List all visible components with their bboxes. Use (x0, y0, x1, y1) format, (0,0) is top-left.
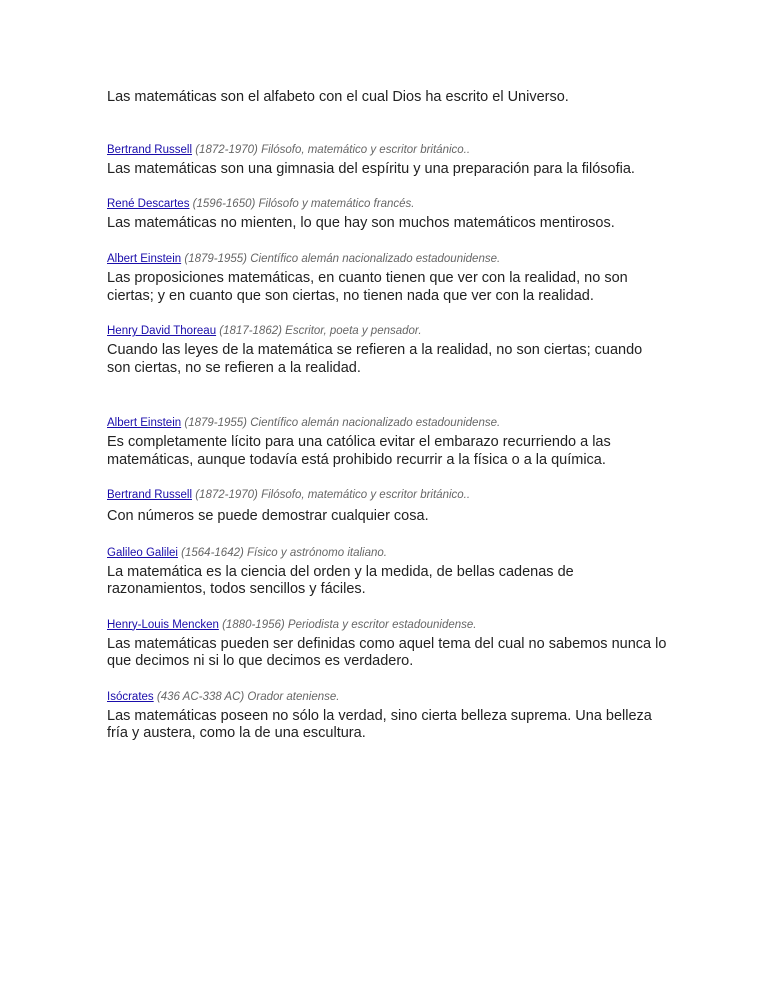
quote-text: Cuando las leyes de la matemática se refieren a la realidad, no son ciertas; cuando son ciertas, no se refieren a la realidad. (107, 342, 643, 376)
attribution (107, 546, 667, 560)
author-link[interactable]: Henry David Thoreau (107, 325, 217, 337)
author-link[interactable]: Henry-Louis Mencken (107, 618, 219, 631)
attribution (107, 416, 667, 430)
attribution (107, 488, 667, 502)
attribution (107, 690, 667, 704)
quote-entry (107, 416, 667, 469)
quote-text: Con números se puede demostrar cualquier cosa. (107, 508, 429, 524)
author-description: (1879-1955) Científico alemán nacionalizado estadounidense. (184, 417, 501, 429)
author-link[interactable]: Albert Einstein (107, 417, 182, 429)
author-description: (1879-1955) Científico alemán nacionalizado estadounidense. (184, 253, 501, 265)
quote-entry (107, 143, 667, 179)
author-link[interactable]: Bertrand Russell (107, 489, 193, 501)
attribution (107, 197, 667, 211)
author-link[interactable]: Isócrates (107, 690, 154, 703)
author-description: (1880-1956) Periodista y escritor estadounidense. (222, 618, 477, 631)
quote-entry (107, 618, 667, 671)
document-page (107, 88, 667, 743)
quote-text: Las matemáticas son una gimnasia del espíritu y una preparación para la filósofia. (107, 161, 635, 177)
quote-text: Las matemáticas pueden ser definidas como aquel tema del cual no sabemos nunca lo que decimos ni si lo que decimos es verdadero. (107, 635, 667, 669)
quote-text: Es completamente lícito para una católica evitar el embarazo recurriendo a las matemáticas, aunque todavía está prohibido recurrir a la física o a la química. (107, 434, 611, 468)
attribution (107, 324, 667, 338)
author-description: (436 AC-338 AC) Orador ateniense. (156, 690, 340, 703)
author-link[interactable]: Bertrand Russell (107, 144, 193, 156)
quote-entry (107, 324, 667, 377)
author-link[interactable]: Galileo Galilei (107, 546, 178, 559)
quote-text: Las matemáticas poseen no sólo la verdad, sino cierta belleza suprema. Una belleza fría y austera, como la de una escultura. (107, 707, 652, 741)
author-description: (1596-1650) Filósofo y matemático francés. (192, 197, 415, 210)
attribution (107, 618, 667, 632)
quote-text: Las matemáticas no mienten, lo que hay son muchos matemáticos mentirosos. (107, 214, 615, 231)
author-link[interactable]: Albert Einstein (107, 253, 182, 265)
author-link[interactable]: René Descartes (107, 197, 190, 210)
quote-entry (107, 197, 667, 233)
quote-entry (107, 488, 667, 526)
quote-entry (107, 690, 667, 743)
attribution (107, 143, 667, 157)
intro-quote: Las matemáticas son el alfabeto con el cual Dios ha escrito el Universo. (107, 89, 569, 105)
quote-text: Las proposiciones matemáticas, en cuanto tienen que ver con la realidad, no son ciertas; y en cuanto que son ciertas, no tienen nada que ver con la realidad. (107, 270, 628, 304)
quote-text: La matemática es la ciencia del orden y la medida, de bellas cadenas de razonamientos, todos sencillos y fáciles. (107, 563, 574, 597)
attribution (107, 252, 667, 266)
author-description: (1564-1642) Físico y astrónomo italiano. (181, 546, 387, 559)
author-description: (1872-1970) Filósofo, matemático y escritor británico.. (195, 489, 471, 501)
author-description: (1872-1970) Filósofo, matemático y escritor británico.. (195, 144, 471, 156)
author-description: (1817-1862) Escritor, poeta y pensador. (219, 325, 422, 337)
quote-entry (107, 546, 667, 599)
quote-entry (107, 252, 667, 305)
